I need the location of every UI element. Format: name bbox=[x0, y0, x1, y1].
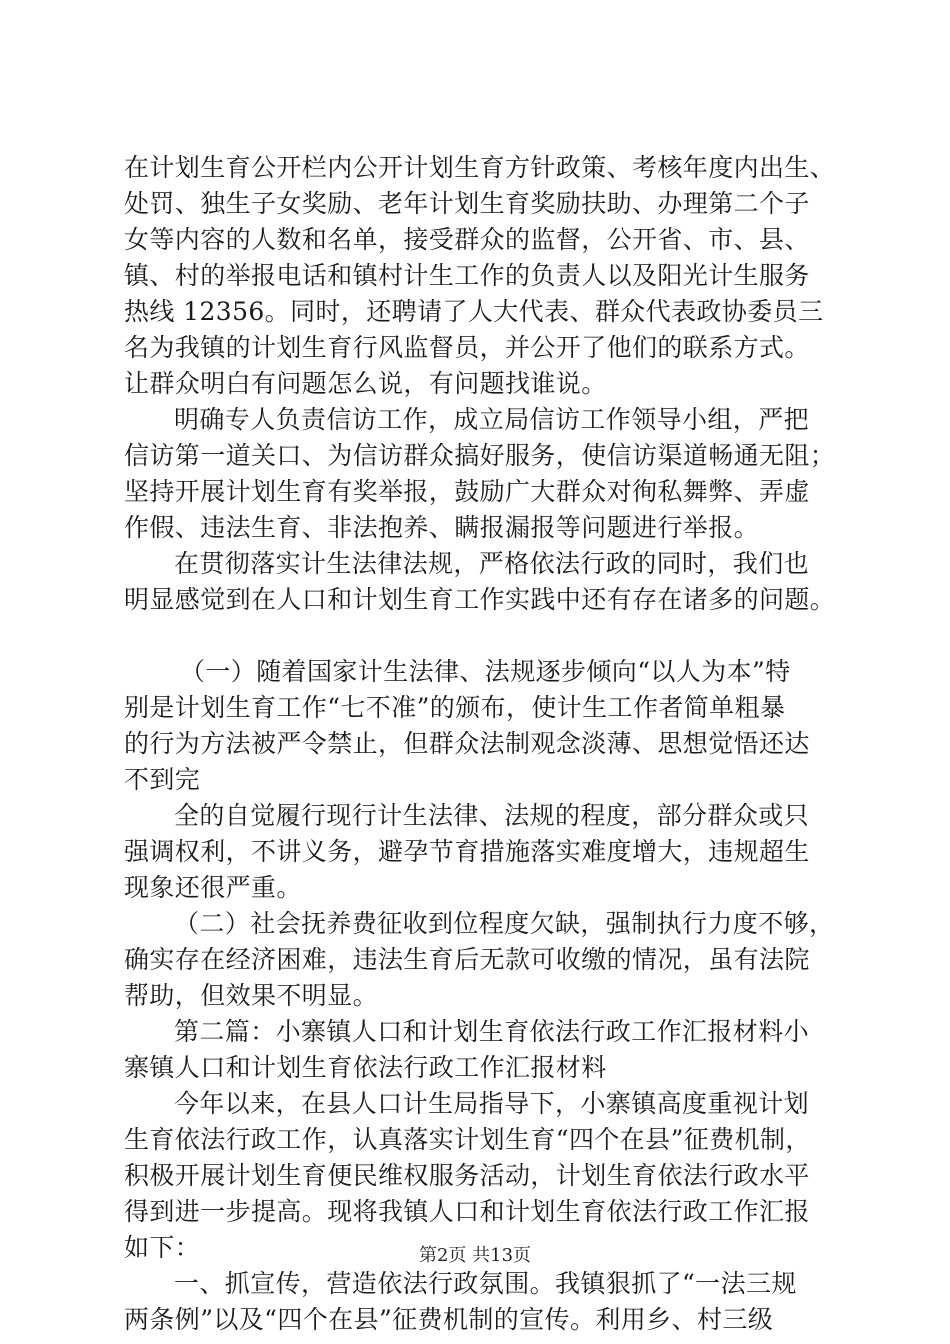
paragraph-start-line: 全的自觉履行现行计生法律、法规的程度，部分群众或只 bbox=[174, 801, 810, 830]
paragraph-start-line: 在贯彻落实计生法律法规，严格依法行政的同时，我们也 bbox=[174, 549, 810, 578]
text-line: 别是计划生育工作“七不准”的颁布，使计生工作者简单粗暴 bbox=[124, 693, 786, 722]
section-heading-line: 寨镇人口和计划生育依法行政工作汇报材料 bbox=[124, 1053, 607, 1082]
text-line: 明显感觉到在人口和计划生育工作实践中还有存在诸多的问题。 bbox=[124, 585, 836, 614]
text-line: 信访第一道关口、为信访群众搞好服务，使信访渠道畅通无阻； bbox=[124, 441, 836, 470]
text-line: 的行为方法被严令禁止，但群众法制观念淡薄、思想觉悟还达 bbox=[124, 729, 810, 758]
paragraph-start-line: （一）随着国家计生法律、法规逐步倾向“以人为本”特 bbox=[180, 657, 791, 686]
text-line: 帮助，但效果不明显。 bbox=[124, 981, 379, 1010]
text-line: 不到完 bbox=[124, 765, 201, 794]
text-line: 坚持开展计划生育有奖举报，鼓励广大群众对徇私舞弊、弄虚 bbox=[124, 477, 810, 506]
text-line: 让群众明白有问题怎么说，有问题找谁说。 bbox=[124, 369, 607, 398]
text-line: 两条例”以及“四个在县”征费机制的宣传。利用乡、村三级 bbox=[124, 1305, 774, 1334]
text-line: 确实存在经济困难，违法生育后无款可收缴的情况，虽有法院 bbox=[124, 945, 810, 974]
paragraph-start-line: 一、抓宣传，营造依法行政氛围。我镇狠抓了“一法三规 bbox=[174, 1269, 797, 1298]
text-line: 名为我镇的计划生育行风监督员，并公开了他们的联系方式。 bbox=[124, 333, 810, 362]
text-line: 得到进一步提高。现将我镇人口和计划生育依法行政工作汇报 bbox=[124, 1197, 810, 1226]
text-line: 女等内容的人数和名单，接受群众的监督，公开省、市、县、 bbox=[124, 225, 810, 254]
text-line: 如下： bbox=[124, 1233, 201, 1262]
text-line: 热线 12356。同时，还聘请了人大代表、群众代表政协委员三 bbox=[124, 297, 824, 326]
text-line: 强调权利，不讲义务，避孕节育措施落实难度增大，违规超生 bbox=[124, 837, 810, 866]
text-line: 生育依法行政工作，认真落实计划生育“四个在县”征费机制， bbox=[124, 1125, 811, 1154]
section-heading-line: 第二篇：小寨镇人口和计划生育依法行政工作汇报材料小 bbox=[174, 1017, 810, 1046]
paragraph-gap bbox=[124, 618, 836, 654]
text-line: 作假、违法生育、非法抱养、瞒报漏报等问题进行举报。 bbox=[124, 513, 760, 542]
text-line: 在计划生育公开栏内公开计划生育方针政策、考核年度内出生、 bbox=[124, 153, 836, 182]
page-number-footer: 第2页 共13页 bbox=[418, 1245, 532, 1266]
text-line: 镇、村的举报电话和镇村计生工作的负责人以及阳光计生服务 bbox=[124, 261, 810, 290]
paragraph-start-line: （二）社会抚养费征收到位程度欠缺，强制执行力度不够， bbox=[174, 909, 835, 938]
document-body bbox=[124, 150, 836, 1338]
text-line: 积极开展计划生育便民维权服务活动，计划生育依法行政水平 bbox=[124, 1161, 810, 1190]
text-line: 处罚、独生子女奖励、老年计划生育奖励扶助、办理第二个子 bbox=[124, 189, 810, 218]
text-line: 现象还很严重。 bbox=[124, 873, 302, 902]
paragraph-start-line: 今年以来，在县人口计生局指导下，小寨镇高度重视计划 bbox=[174, 1089, 810, 1118]
paragraph-start-line: 明确专人负责信访工作，成立局信访工作领导小组，严把 bbox=[174, 405, 810, 434]
